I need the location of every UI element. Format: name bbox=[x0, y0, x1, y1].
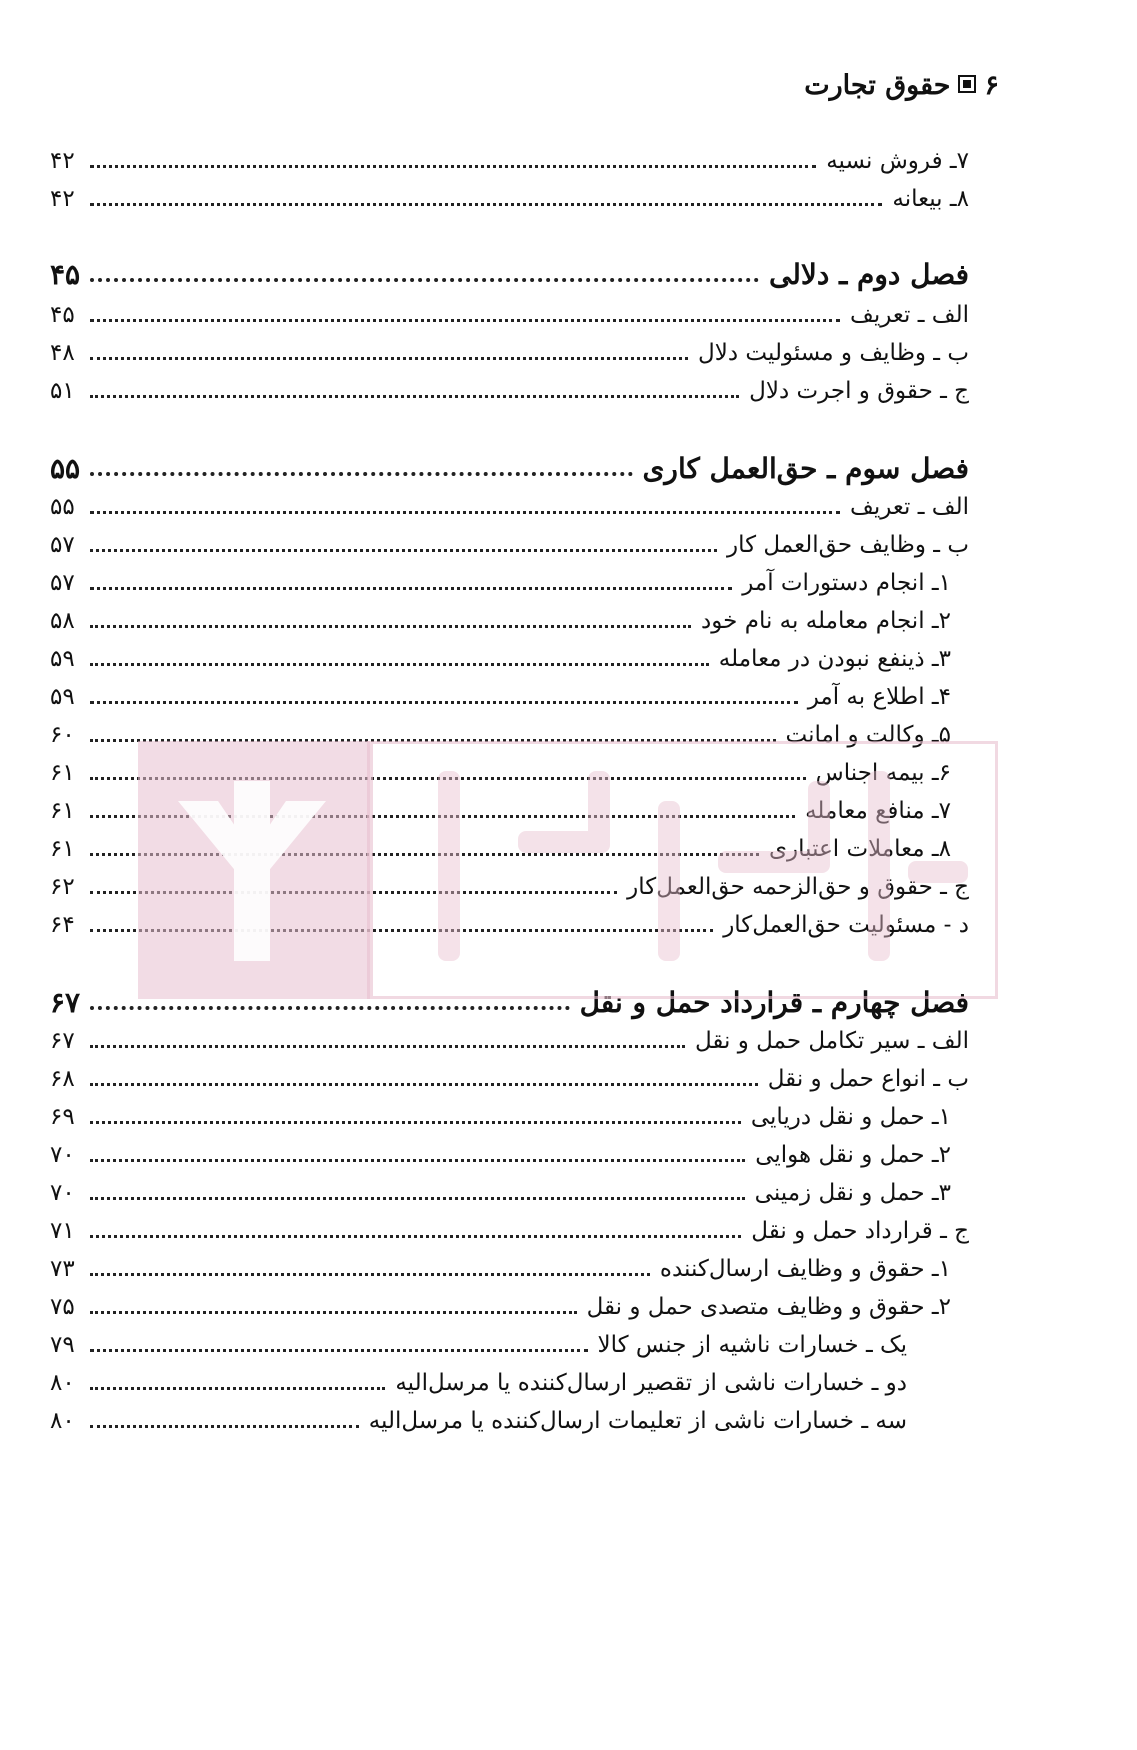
toc-entry-row bbox=[50, 674, 951, 714]
toc-entry-title: ۴ـ اطلاع به آمر bbox=[807, 684, 951, 710]
toc-entry-title: ج ـ حقوق و حق‌الزحمه حق‌العمل‌کار bbox=[627, 874, 969, 900]
dot-leader bbox=[90, 625, 691, 628]
toc-entry-page: ۴۲ bbox=[50, 148, 75, 174]
dot-leader bbox=[90, 1349, 588, 1352]
toc-entry-row bbox=[50, 1170, 951, 1210]
toc-entry-row bbox=[50, 902, 969, 942]
dot-leader bbox=[90, 1387, 385, 1390]
toc-entry-title: ۱ـ حمل و نقل دریایی bbox=[750, 1104, 951, 1130]
toc-entry-row bbox=[50, 750, 951, 790]
toc-entry-page: ۷۰ bbox=[50, 1180, 75, 1206]
toc-entry-title: یک ـ خسارات ناشیه از جنس کالا bbox=[597, 1332, 907, 1358]
toc-entry-page: ۵۹ bbox=[50, 684, 75, 710]
dot-leader bbox=[90, 853, 759, 856]
toc-entry-page: ۴۲ bbox=[50, 186, 75, 212]
dot-leader bbox=[90, 511, 840, 514]
toc-entry-page: ۵۹ bbox=[50, 646, 75, 672]
toc-entry-row bbox=[50, 1056, 969, 1096]
toc-entry-title: ۳ـ ذینفع نبودن در معامله bbox=[718, 646, 951, 672]
dot-leader bbox=[90, 472, 633, 476]
dot-leader bbox=[90, 1083, 758, 1086]
toc-chapter-row bbox=[50, 980, 969, 1020]
toc-entry-title: ۱ـ انجام دستورات آمر bbox=[742, 570, 951, 596]
toc-entry-title: دو ـ خسارات ناشی از تقصیر ارسال‌کننده یا مرسل‌الیه bbox=[395, 1370, 907, 1396]
dot-leader bbox=[90, 777, 806, 780]
toc-entry-row bbox=[50, 598, 951, 638]
toc-entry-page: ۵۸ bbox=[50, 608, 75, 634]
dot-leader bbox=[90, 1045, 685, 1048]
toc-entry-title: الف ـ سیر تکامل حمل و نقل bbox=[694, 1028, 969, 1054]
toc-entry-title: ۲ـ حمل و نقل هوایی bbox=[755, 1142, 951, 1168]
dot-leader bbox=[90, 587, 732, 590]
toc-entry-title: د - مسئولیت حق‌العمل‌کار bbox=[723, 912, 969, 938]
toc-entry-page: ۴۵ bbox=[50, 258, 81, 291]
toc-entry-page: ۵۷ bbox=[50, 532, 75, 558]
toc-entry-title: ۵ـ وکالت و امانت bbox=[785, 722, 951, 748]
toc-entry-page: ۵۵ bbox=[50, 494, 75, 520]
toc-entry-title: ب ـ وظایف حق‌العمل کار bbox=[727, 532, 969, 558]
toc-entry-row bbox=[50, 864, 969, 904]
toc-entry-title: ۲ـ حقوق و وظایف متصدی حمل و نقل bbox=[586, 1294, 951, 1320]
toc-entry-page: ۶۴ bbox=[50, 912, 75, 938]
dot-leader bbox=[90, 1235, 741, 1238]
toc-entry-page: ۸۰ bbox=[50, 1408, 75, 1434]
toc-entry-title: الف ـ تعریف bbox=[850, 302, 969, 328]
toc-entry-title: ۷ـ منافع معامله bbox=[805, 798, 951, 824]
toc-entry-title: ج ـ حقوق و اجرت دلال bbox=[749, 378, 969, 404]
dot-leader bbox=[90, 1159, 745, 1162]
toc-entry-row bbox=[50, 1132, 951, 1172]
toc-entry-page: ۴۵ bbox=[50, 302, 75, 328]
toc-entry-title: فصل سوم ـ حق‌العمل کاری bbox=[642, 452, 969, 485]
dot-leader bbox=[90, 815, 795, 818]
toc-entry-title: ۶ـ بیمه اجناس bbox=[815, 760, 951, 786]
dot-leader bbox=[90, 1197, 745, 1200]
toc-entry-title: ب ـ وظایف و مسئولیت دلال bbox=[698, 340, 969, 366]
toc-entry-title: سه ـ خسارات ناشی از تعلیمات ارسال‌کننده یا مرسل‌الیه bbox=[368, 1408, 907, 1434]
toc-entry-page: ۵۱ bbox=[50, 378, 75, 404]
toc-entry-title: فصل دوم ـ دلالی bbox=[769, 258, 969, 291]
dot-leader bbox=[90, 701, 798, 704]
toc-entry-row bbox=[50, 1322, 907, 1362]
toc-entry-title: ب ـ انواع حمل و نقل bbox=[767, 1066, 969, 1092]
dot-leader bbox=[90, 395, 739, 398]
toc-entry-title: ۸ـ معاملات اعتباری bbox=[769, 836, 951, 862]
toc-entry-title: ۲ـ انجام معامله به نام خود bbox=[701, 608, 951, 634]
toc-entry-row bbox=[50, 522, 969, 562]
toc-entry-page: ۷۵ bbox=[50, 1294, 75, 1320]
dot-leader bbox=[90, 319, 840, 322]
dot-leader bbox=[90, 1121, 741, 1124]
dot-leader bbox=[90, 357, 688, 360]
toc-entry-row bbox=[50, 636, 951, 676]
dot-leader bbox=[90, 165, 816, 168]
toc-entry-row bbox=[50, 788, 951, 828]
toc-entry-title: ۷ـ فروش نسیه bbox=[826, 148, 969, 174]
toc-entry-title: الف ـ تعریف bbox=[850, 494, 969, 520]
toc-entry-row bbox=[50, 1208, 969, 1248]
dot-leader bbox=[90, 1311, 577, 1314]
toc-entry-title: ج ـ قرارداد حمل و نقل bbox=[751, 1218, 969, 1244]
toc-entry-page: ۶۷ bbox=[50, 986, 81, 1019]
toc-entry-page: ۷۹ bbox=[50, 1332, 75, 1358]
toc-entry-page: ۶۱ bbox=[50, 798, 75, 824]
toc-chapter-row bbox=[50, 252, 969, 292]
toc-entry-page: ۷۱ bbox=[50, 1218, 75, 1244]
toc-entry-row bbox=[50, 368, 969, 408]
toc-entry-title: ۳ـ حمل و نقل زمینی bbox=[754, 1180, 951, 1206]
toc-entry-page: ۵۷ bbox=[50, 570, 75, 596]
toc-entry-page: ۶۸ bbox=[50, 1066, 75, 1092]
toc-entry-title: فصل چهارم ـ قرارداد حمل و نقل bbox=[579, 986, 969, 1019]
toc-entry-page: ۴۸ bbox=[50, 340, 75, 366]
toc-entry-title: ۱ـ حقوق و وظایف ارسال‌کننده bbox=[659, 1256, 951, 1282]
toc-entry-page: ۶۷ bbox=[50, 1028, 75, 1054]
header-book-title: حقوق تجارت bbox=[804, 70, 951, 101]
dot-leader bbox=[90, 929, 713, 932]
toc-entry-page: ۷۳ bbox=[50, 1256, 75, 1282]
toc-entry-title: ۸ـ بیعانه bbox=[892, 186, 969, 212]
toc-entry-row bbox=[50, 560, 951, 600]
toc-chapter-row bbox=[50, 446, 969, 486]
dot-leader bbox=[90, 549, 717, 552]
toc-entry-row bbox=[50, 712, 951, 752]
dot-leader bbox=[90, 663, 709, 666]
toc-entry-row bbox=[50, 1018, 969, 1058]
dot-leader bbox=[90, 1006, 570, 1010]
toc-entry-row bbox=[50, 1398, 907, 1438]
dot-leader bbox=[90, 1273, 650, 1276]
header-page-number: ۶ bbox=[984, 70, 999, 101]
toc-entry-row bbox=[50, 1284, 951, 1324]
toc-entry-row bbox=[50, 330, 969, 370]
dot-leader bbox=[90, 203, 882, 206]
toc-entry-page: ۶۲ bbox=[50, 874, 75, 900]
toc-entry-page: ۸۰ bbox=[50, 1370, 75, 1396]
toc-entry-row bbox=[50, 138, 969, 178]
toc-entry-page: ۶۱ bbox=[50, 836, 75, 862]
dot-leader bbox=[90, 891, 617, 894]
toc-entry-row bbox=[50, 484, 969, 524]
dot-leader bbox=[90, 739, 776, 742]
toc-entry-page: ۵۵ bbox=[50, 452, 81, 485]
toc-entry-row bbox=[50, 1094, 951, 1134]
toc-entry-page: ۶۱ bbox=[50, 760, 75, 786]
toc-entry-row bbox=[50, 1246, 951, 1286]
toc-entry-page: ۶۹ bbox=[50, 1104, 75, 1130]
toc-entry-page: ۶۰ bbox=[50, 722, 75, 748]
toc-entry-row bbox=[50, 1360, 907, 1400]
toc-entry-row bbox=[50, 292, 969, 332]
toc-entry-row bbox=[50, 176, 969, 216]
toc-entry-row bbox=[50, 826, 951, 866]
dot-leader bbox=[90, 1425, 359, 1428]
dot-leader bbox=[90, 278, 759, 282]
toc-entry-page: ۷۰ bbox=[50, 1142, 75, 1168]
